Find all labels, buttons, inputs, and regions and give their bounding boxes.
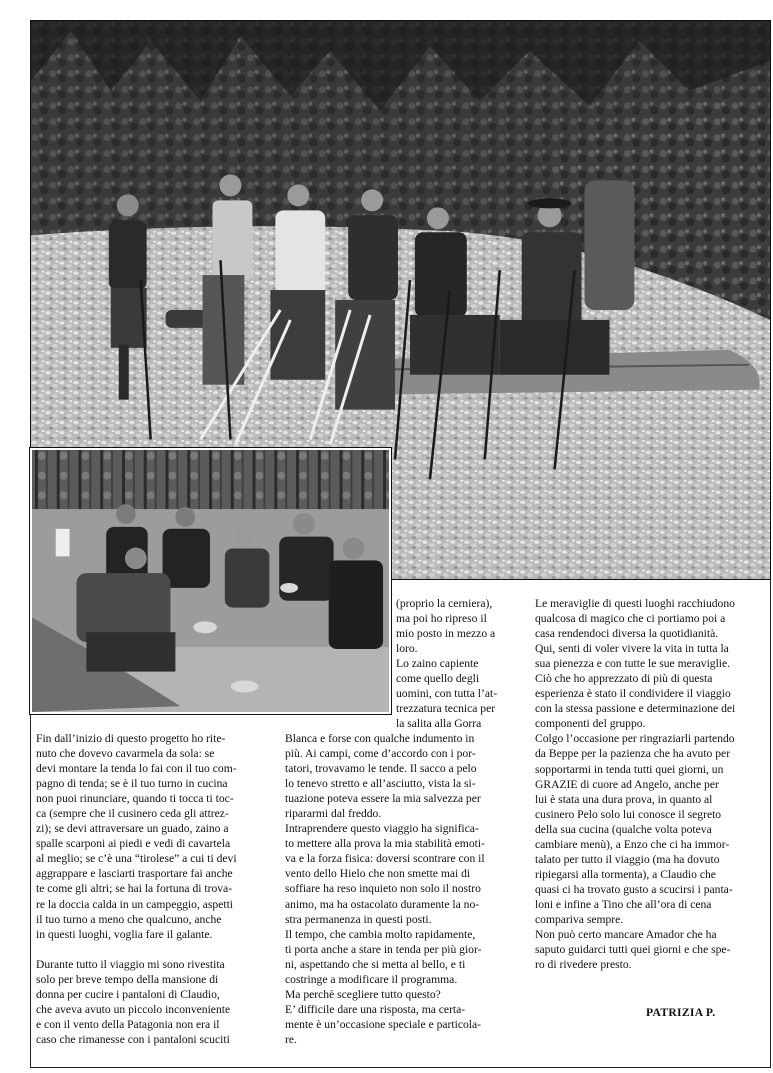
article-column-3: Le meraviglie di questi luoghi racchiudono qualcosa di magico che ci portiamo poi a casa rendendoci diversa la quotidianità. Qui, senti di voler vivere la vita in tutta la sua pienezza e con tutte le sue meraviglie. Ciò che ho apprezzato di più di questa esperienza è stato il condividere il viaggio con la stessa passione e determinazione dei componenti del gruppo. Colgo l’occasione per ringraziarli partendo da Beppe per la pazienza che ha avuto per sopportarmi in tenda tutti quei giorni, un GRAZIE di cuore ad Angelo, anche per lui è stata una dura prova, in quanto al cusinero Pelo solo lui conosce il segreto della sua cucina (qualche volta poteva cambiare menù), a Enzo che ci ha immor- talato per tutto il viaggio (ma ha dovuto ripiegarsi alla tormenta), a Claudio che quasi ci ha trovato gusto a scucirsi i panta- loni e infine a Tino che all’ora di cena compariva sempre. Non può certo mancare Amador che ha saputo guidarci tutti quei giorni e che spe- ro di rivedere presto.: [535, 597, 736, 972]
article-column-1: Fin dall’inizio di questo progetto ho rite- nuto che dovevo cavarmela da sola: se devi montare la tenda lo fai con il tuo com- pagno di tenda; se è il tuo turno in cucina non puoi rinunciare, quando ti tocca ti toc- ca (sempre che il cusinero ceda gli attrez- zi); se devi attraversare un guado, zaino a spalle scarponi ai piedi e vedi di cavartela al meglio; se c’è una “tirolese” a cui ti devi aggrappare e lasciarti trasportare fai anche te come gli altri; se hai la fortuna di trova- re la doccia calda in un campeggio, aspetti il tuo turno a meno che qualcuno, anche in questi luoghi, voglia fare il galante. Durante tutto il viaggio mi sono rivestita solo per breve tempo della mansione di donna per cucire i pantaloni di Claudio, che aveva avuto un piccolo inconveniente e con il vento della Patagonia non era il caso che rimanesse con i pantaloni scuciti: [36, 732, 237, 1046]
author-signature: PATRIZIA P.: [646, 1006, 716, 1019]
article-column-2-top: (proprio la cerniera), ma poi ho ripreso il mio posto in mezzo a loro. Lo zaino capiente come quello degli uomini, con tutta l’at- trezzatura tecnica per la salita alla Gorra: [396, 597, 498, 731]
article-column-2: Blanca e forse con qualche indumento in più. Ai campi, come d’accordo con i por- tatori, trovavamo le tende. Il sacco a pelo lo tenevo stretto e all’asciutto, vista la si- tuazione poteva essere la mia salvezza per ripararmi dal freddo. Intraprendere questo viaggio ha significa- to mettere alla prova la mia stabilità emoti- va e la forza fisica: doversi scontrare con il vento dello Hielo che non smette mai di soffiare ha reso inquieto non solo il nostro animo, ma ha ostacolato duramente la no- stra permanenza in questi posti. Il tempo, che cambia molto rapidamente, ti porta anche a stare in tenda per più gior- ni, aspettando che si metta al bello, e ti costringe a modificare il programma. Ma perchè scegliere tutto questo? E’ difficile dare una risposta, ma certa- mente è un’occasione speciale e particola- re.: [285, 732, 485, 1046]
photo-camp-cooking: [30, 448, 391, 714]
